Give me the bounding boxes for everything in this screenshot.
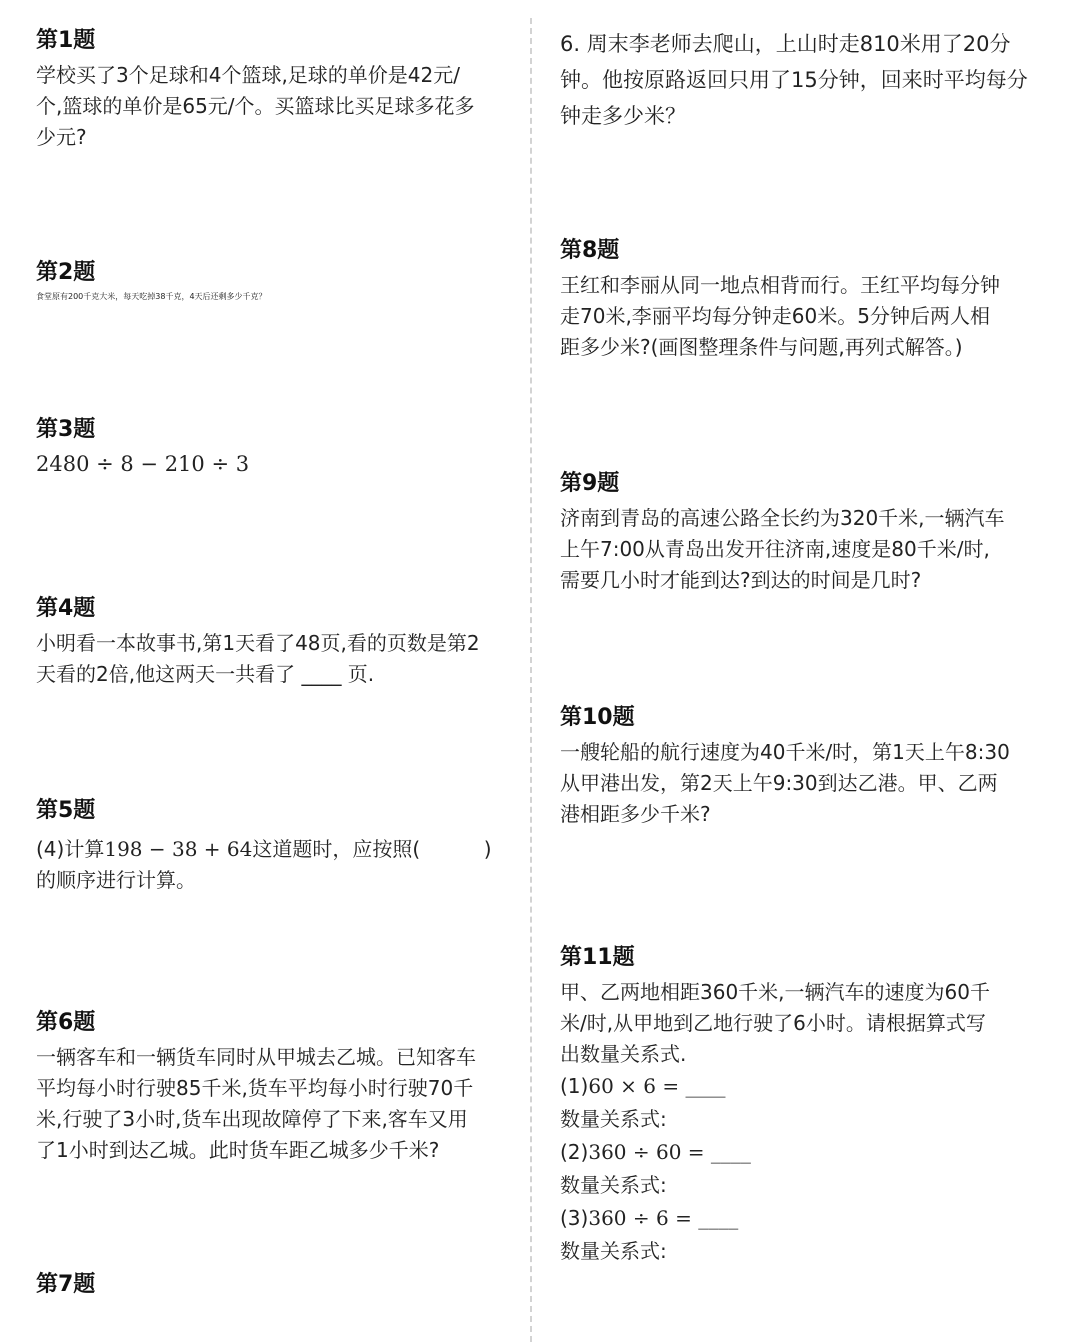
sub-question-expression: (2)360 ÷ 60 = ____ xyxy=(560,1140,751,1164)
question-7 xyxy=(36,1272,502,1304)
question-text: 食堂原有200千克大米，每天吃掉38千克，4天后还剩多少千克？ xyxy=(36,292,267,301)
sub-question-expression: (3)360 ÷ 6 = ____ xyxy=(560,1206,739,1230)
question-4 xyxy=(36,596,502,690)
question-title: 第5题 xyxy=(36,798,96,823)
question-title: 第8题 xyxy=(560,238,620,263)
question-title: 第2题 xyxy=(36,260,96,285)
relation-label: 数量关系式: xyxy=(560,1239,667,1263)
question-8 xyxy=(560,238,1030,363)
column-divider xyxy=(530,18,532,1342)
question-title: 第3题 xyxy=(36,417,96,442)
relation-label: 数量关系式: xyxy=(560,1107,667,1131)
question-1 xyxy=(36,28,502,153)
math-expression: 198 − 38 + 64 xyxy=(104,837,253,861)
sub-question-1 xyxy=(560,1070,1030,1136)
question-text: (4)计算198 − 38 + 64这道题时，应按照( ) 的顺序进行计算。 xyxy=(36,837,492,892)
question-text: 王红和李丽从同一地点相背而行。王红平均每分钟 走70米,李丽平均每分钟走60米。5分钟后两人相 距多少米?(画图整理条件与问题,再列式解答。) xyxy=(560,273,1000,359)
question-10 xyxy=(560,705,1030,830)
math-expression: 2480 ÷ 8 − 210 ÷ 3 xyxy=(36,452,250,476)
question-title: 第1题 xyxy=(36,28,96,53)
relation-label: 数量关系式: xyxy=(560,1173,667,1197)
sub-question-2 xyxy=(560,1136,1030,1202)
question-text: 济南到青岛的高速公路全长约为320千米,一辆汽车 上午7:00从青岛出发开往济南,速度是80千米/时, 需要几小时才能到达?到达的时间是几时? xyxy=(560,506,1005,592)
question-text: 一辆客车和一辆货车同时从甲城去乙城。已知客车 平均每小时行驶85千米,货车平均每小时行驶70千 米,行驶了3小时,货车出现故障停了下来,客车又用 了1小时到达乙城。此时货车距乙城多少千米? xyxy=(36,1045,476,1162)
question-title: 第7题 xyxy=(36,1272,96,1297)
question-3 xyxy=(36,417,502,479)
question-title: 第10题 xyxy=(560,705,635,730)
question-title: 第6题 xyxy=(36,1010,96,1035)
question-7-body xyxy=(560,26,1030,134)
question-11 xyxy=(560,945,1030,1268)
sub-question-expression: (1)60 × 6 = ____ xyxy=(560,1074,726,1098)
question-5 xyxy=(36,798,502,896)
question-text: 甲、乙两地相距360千米,一辆汽车的速度为60千 米/时,从甲地到乙地行驶了6小时。请根据算式写 出数量关系式. xyxy=(560,980,990,1066)
question-title: 第11题 xyxy=(560,945,635,970)
question-text: 学校买了3个足球和4个篮球,足球的单价是42元/ 个,篮球的单价是65元/个。买篮球比买足球多花多 少元? xyxy=(36,63,475,149)
question-6 xyxy=(36,1010,502,1166)
question-title: 第4题 xyxy=(36,596,96,621)
question-9 xyxy=(560,471,1030,596)
question-text: 一艘轮船的航行速度为40千米/时，第1天上午8:30 从甲港出发，第2天上午9:30到达乙港。甲、乙两 港相距多少千米? xyxy=(560,740,1010,826)
question-title: 第9题 xyxy=(560,471,620,496)
question-text: 小明看一本故事书,第1天看了48页,看的页数是第2 天看的2倍,他这两天一共看了 ____ 页. xyxy=(36,631,480,686)
sub-question-3 xyxy=(560,1202,1030,1268)
question-2 xyxy=(36,260,502,302)
question-text: 6. 周末李老师去爬山，上山时走810米用了20分 钟。他按原路返回只用了15分钟，回来时平均每分 钟走多少米？ xyxy=(560,32,1028,128)
